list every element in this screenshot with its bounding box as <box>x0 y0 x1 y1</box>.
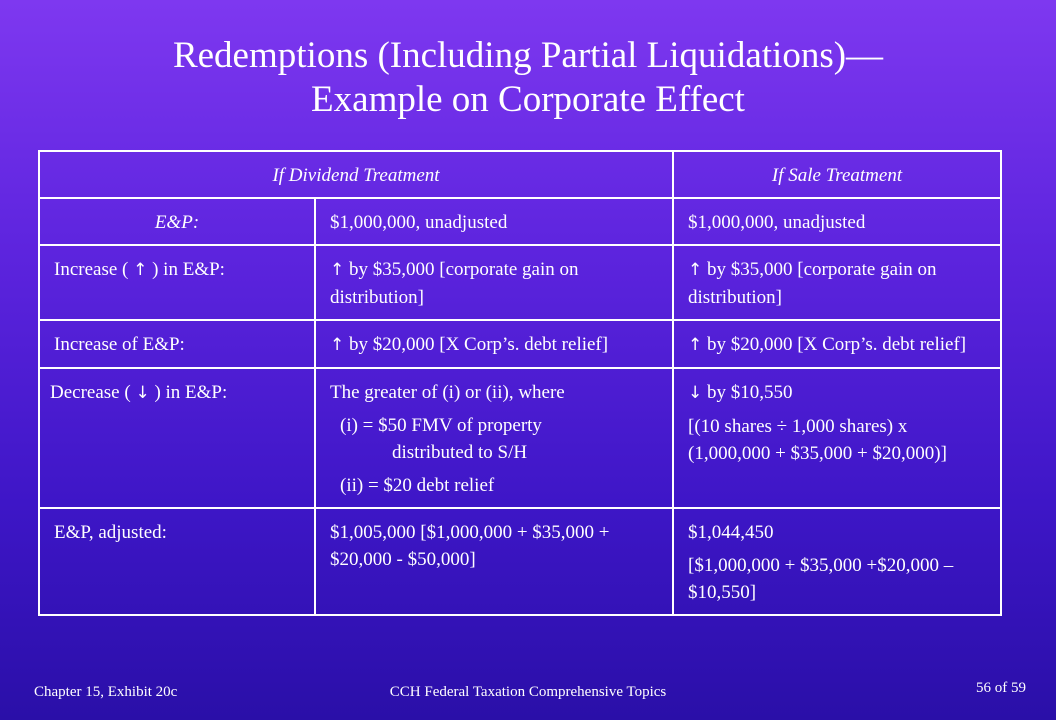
footer-publisher: CCH Federal Taxation Comprehensive Topics <box>389 684 667 700</box>
arrow-up-icon: ↑ <box>330 260 345 280</box>
cell-text: by $10,550 <box>707 382 793 403</box>
slide-title-line-1: Redemptions (Including Partial Liquidations)— <box>172 35 884 76</box>
cell-line: (i) = $50 FMV of property <box>340 415 542 436</box>
arrow-up-icon: ↑ <box>133 260 148 280</box>
cell-decrease-dividend <box>315 368 673 508</box>
cell-line: [$1,000,000 + $35,000 +$20,000 – $10,550] <box>688 555 954 603</box>
row-label-increase-debt: Increase of E&P: <box>39 320 315 368</box>
row-label-ep-adjusted: E&P, adjusted: <box>39 508 315 615</box>
cell-increase-debt-sale <box>673 320 1001 368</box>
table-row <box>39 368 1001 508</box>
corporate-effect-table <box>38 150 1002 616</box>
label-text: Increase ( <box>54 259 129 280</box>
row-label-decrease <box>39 368 315 508</box>
table-row <box>39 508 1001 615</box>
cell-adjusted-dividend: $1,005,000 [$1,000,000 + $35,000 + $20,000 - $50,000] <box>315 508 673 615</box>
cell-line: (ii) = $20 debt relief <box>340 475 495 496</box>
label-text: ) in E&P: <box>152 259 225 280</box>
row-label-ep <box>39 198 315 245</box>
arrow-up-icon: ↑ <box>688 260 703 280</box>
cell-line: [(10 shares ÷ 1,000 shares) x (1,000,000 + $35,000 + $20,000)] <box>688 416 947 464</box>
arrow-down-icon: ↓ <box>135 383 150 403</box>
cell-increase-gain-sale <box>673 245 1001 320</box>
label-text: Decrease ( <box>50 382 131 403</box>
cell-increase-debt-dividend <box>315 320 673 368</box>
cell-adjusted-sale <box>673 508 1001 615</box>
cell-increase-gain-dividend <box>315 245 673 320</box>
cell-decrease-sale <box>673 368 1001 508</box>
footer-page-number: 56 of 59 <box>976 680 1026 696</box>
cell-line: distributed to S/H <box>392 442 528 463</box>
table-row <box>39 245 1001 320</box>
label-text: ) in E&P: <box>154 382 228 403</box>
arrow-up-icon: ↑ <box>688 335 703 355</box>
slide-title-line-2: Example on Corporate Effect <box>311 79 745 120</box>
row-label-increase-gain <box>39 245 315 320</box>
cell-line <box>688 379 986 407</box>
header-sale-treatment: If Sale Treatment <box>673 151 1001 198</box>
cell-line: The greater of (i) or (ii), where <box>330 382 565 403</box>
cell-text: by $35,000 [corporate gain on distribution] <box>330 259 579 308</box>
table-header-row <box>39 151 1001 198</box>
cell-ep-sale: $1,000,000, unadjusted <box>673 198 1001 245</box>
cell-text: by $20,000 [X Corp’s. debt relief] <box>707 334 967 355</box>
slide-title <box>0 34 1056 122</box>
arrow-down-icon: ↓ <box>688 383 703 403</box>
cell-text: by $20,000 [X Corp’s. debt relief] <box>349 334 609 355</box>
cell-text: by $35,000 [corporate gain on distribution] <box>688 259 937 308</box>
arrow-up-icon: ↑ <box>330 335 345 355</box>
footer-chapter: Chapter 15, Exhibit 20c <box>34 684 178 700</box>
table-row <box>39 320 1001 368</box>
header-dividend-treatment: If Dividend Treatment <box>39 151 673 198</box>
table-row <box>39 198 1001 245</box>
cell-ep-dividend: $1,000,000, unadjusted <box>315 198 673 245</box>
ep-label-text: E&P: <box>154 212 200 233</box>
cell-line: $1,044,450 <box>688 522 774 543</box>
